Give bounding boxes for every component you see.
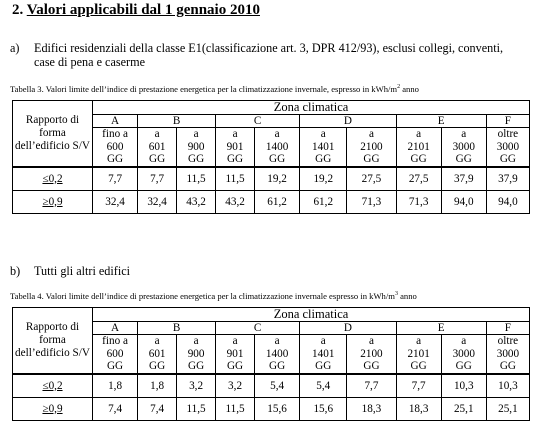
range-top: a xyxy=(461,335,467,348)
table4-zone-f: F xyxy=(486,321,529,335)
range-top: a xyxy=(232,335,238,348)
range-value: 901 xyxy=(226,347,244,360)
table4-cell: 10,3 xyxy=(441,374,486,398)
table4-range-cell xyxy=(138,335,177,374)
table3-zone-a: A xyxy=(93,114,138,128)
table3-range-cell xyxy=(347,128,396,167)
range-top: a xyxy=(274,128,280,141)
table3-zone-b: B xyxy=(138,114,216,128)
range-unit: GG xyxy=(499,360,516,373)
table3-row xyxy=(13,190,530,213)
intro-b-text: Tutti gli altri edifici xyxy=(34,264,131,278)
table3-cell: 61,2 xyxy=(300,190,347,213)
table3-zone-e: E xyxy=(396,114,486,128)
range-top: fino a xyxy=(102,335,128,348)
table3-range-cell xyxy=(396,128,441,167)
range-value: 901 xyxy=(226,140,244,153)
table3-cell: 7,7 xyxy=(93,167,138,191)
table3-cell: 37,9 xyxy=(486,167,529,191)
table3-cell: 32,4 xyxy=(138,190,177,213)
range-value: 600 xyxy=(106,140,124,153)
table4-caption xyxy=(10,291,546,301)
table3-zone-c: C xyxy=(216,114,300,128)
table3-range-cell xyxy=(255,128,300,167)
table3-cell: 37,9 xyxy=(441,167,486,191)
range-unit: GG xyxy=(226,360,244,373)
table3-cell: 19,2 xyxy=(255,167,300,191)
table4-cell: 15,6 xyxy=(255,397,300,420)
table3-cell: 61,2 xyxy=(255,190,300,213)
table3-cell: 7,7 xyxy=(138,167,177,191)
range-unit: GG xyxy=(149,360,166,373)
range-value: 3000 xyxy=(452,140,475,153)
table4-zone-d: D xyxy=(300,321,396,335)
table4-cell: 7,7 xyxy=(347,374,396,398)
table3-caption-sup: 2 xyxy=(397,84,401,91)
table4-cell: 11,5 xyxy=(216,397,255,420)
range-top: a xyxy=(154,335,160,348)
table3-cell: 11,5 xyxy=(216,167,255,191)
table3-zona-header: Zona climatica xyxy=(93,101,530,115)
table4-range-cell xyxy=(347,335,396,374)
range-value: 900 xyxy=(187,140,205,153)
range-top: oltre xyxy=(497,128,519,141)
range-unit: GG xyxy=(363,360,380,373)
table3-range-cell xyxy=(138,128,177,167)
table4-range-cell xyxy=(396,335,441,374)
table4-cell: 25,1 xyxy=(486,397,529,420)
table3-row-header: Rapporto di forma dell’edificio S/V xyxy=(13,101,93,167)
section-number: 2. xyxy=(12,2,24,18)
table4-row-label: ≤0,2 xyxy=(13,374,93,398)
range-top: a xyxy=(368,128,374,141)
range-unit: GG xyxy=(187,360,205,373)
table3-cell: 43,2 xyxy=(216,190,255,213)
table4-row xyxy=(13,397,530,420)
range-value: 601 xyxy=(148,140,166,153)
range-value: 1400 xyxy=(265,347,289,360)
table4-range-cell xyxy=(255,335,300,374)
table4-row xyxy=(13,374,530,398)
table4-cell: 5,4 xyxy=(255,374,300,398)
table4-range-cell xyxy=(216,335,255,374)
table3-range-cell xyxy=(93,128,138,167)
table4-cell: 5,4 xyxy=(300,374,347,398)
intro-a-line2: case di pena e caserme xyxy=(34,55,145,69)
range-top: oltre xyxy=(497,335,519,348)
range-value: 2100 xyxy=(360,347,383,360)
table4-cell: 18,3 xyxy=(396,397,441,420)
table4-cell: 1,8 xyxy=(138,374,177,398)
range-value: 1401 xyxy=(312,140,335,153)
range-value: 2100 xyxy=(360,140,383,153)
range-unit: GG xyxy=(187,153,205,166)
range-unit: GG xyxy=(269,360,286,373)
table3-range-cell xyxy=(177,128,216,167)
range-value: 600 xyxy=(106,347,124,360)
range-unit: GG xyxy=(106,153,124,166)
range-top: a xyxy=(461,128,467,141)
table3-caption-text: Tabella 3. Valori limite dell’indice di prestazione energetica per la climatizzazione invernale, espresso in kWh/m xyxy=(10,84,398,94)
range-top: a xyxy=(193,128,199,141)
range-value: 2101 xyxy=(407,347,430,360)
range-value: 1401 xyxy=(312,347,335,360)
range-unit: GG xyxy=(455,360,472,373)
table4-cell: 1,8 xyxy=(93,374,138,398)
range-top: a xyxy=(320,335,326,348)
table3-row-label: ≥0,9 xyxy=(13,190,93,213)
table4-cell: 3,2 xyxy=(216,374,255,398)
range-top: a xyxy=(274,335,280,348)
range-unit: GG xyxy=(499,153,516,166)
table4-range-cell xyxy=(93,335,138,374)
table4-cell: 11,5 xyxy=(177,397,216,420)
range-unit: GG xyxy=(410,153,427,166)
range-top: a xyxy=(193,335,199,348)
range-value: 2101 xyxy=(407,140,430,153)
range-unit: GG xyxy=(315,360,332,373)
table3-range-cell xyxy=(216,128,255,167)
table4-zone-e: E xyxy=(396,321,486,335)
range-unit: GG xyxy=(363,153,380,166)
range-unit: GG xyxy=(226,153,244,166)
table3-cell: 32,4 xyxy=(93,190,138,213)
table3-cell: 94,0 xyxy=(486,190,529,213)
table3-caption-end: anno xyxy=(400,84,419,94)
table3-cell: 94,0 xyxy=(441,190,486,213)
section-title-text: Valori applicabili dal 1 gennaio 2010 xyxy=(26,2,260,18)
range-top: a xyxy=(368,335,374,348)
range-value: 900 xyxy=(187,347,205,360)
table4-zona-header: Zona climatica xyxy=(93,308,530,322)
table3-zone-f: F xyxy=(486,114,529,128)
table3-cell: 19,2 xyxy=(300,167,347,191)
range-value: 601 xyxy=(148,347,166,360)
range-top: a xyxy=(232,128,238,141)
table3-cell: 11,5 xyxy=(177,167,216,191)
table3-range-cell xyxy=(486,128,529,167)
table4-zone-c: C xyxy=(216,321,300,335)
table3 xyxy=(12,100,530,214)
table4-cell: 7,4 xyxy=(138,397,177,420)
intro-a-letter: a) xyxy=(10,41,20,55)
range-top: a xyxy=(416,335,422,348)
table3-zone-d: D xyxy=(300,114,396,128)
table4 xyxy=(12,307,530,421)
table4-zone-a: A xyxy=(93,321,138,335)
range-unit: GG xyxy=(269,153,286,166)
section-title xyxy=(12,2,260,19)
table4-cell: 7,4 xyxy=(93,397,138,420)
table3-cell: 43,2 xyxy=(177,190,216,213)
range-top: a xyxy=(416,128,422,141)
range-value: 3000 xyxy=(496,140,520,153)
table3-range-cell xyxy=(300,128,347,167)
table3-caption xyxy=(10,84,546,94)
range-top: fino a xyxy=(102,128,128,141)
table4-cell: 10,3 xyxy=(486,374,529,398)
intro-b xyxy=(10,264,540,278)
range-unit: GG xyxy=(149,153,166,166)
table3-cell: 71,3 xyxy=(396,190,441,213)
table4-row-header: Rapporto di forma dell’edificio S/V xyxy=(13,308,93,374)
range-unit: GG xyxy=(455,153,472,166)
range-unit: GG xyxy=(315,153,332,166)
range-value: 3000 xyxy=(496,347,520,360)
table3-cell: 27,5 xyxy=(347,167,396,191)
table4-cell: 15,6 xyxy=(300,397,347,420)
table3-cell: 71,3 xyxy=(347,190,396,213)
table3-row-label: ≤0,2 xyxy=(13,167,93,191)
intro-b-letter: b) xyxy=(10,264,21,278)
table3-row xyxy=(13,167,530,191)
range-top: a xyxy=(154,128,160,141)
table4-range-cell xyxy=(300,335,347,374)
table4-range-cell xyxy=(486,335,529,374)
range-unit: GG xyxy=(410,360,427,373)
table4-cell: 3,2 xyxy=(177,374,216,398)
table4-cell: 7,7 xyxy=(396,374,441,398)
range-value: 3000 xyxy=(452,347,475,360)
table4-row-label: ≥0,9 xyxy=(13,397,93,420)
range-value: 1400 xyxy=(265,140,289,153)
table3-range-cell xyxy=(441,128,486,167)
intro-a xyxy=(10,41,540,69)
table4-range-cell xyxy=(441,335,486,374)
table3-cell: 27,5 xyxy=(396,167,441,191)
table4-caption-end: anno xyxy=(397,291,417,301)
table4-caption-text: Tabella 4. Valori limite dell’indice di prestazione energetica per la climatizzazione invernale espresso in kWh/m xyxy=(10,291,395,301)
range-unit: GG xyxy=(106,360,124,373)
table4-cell: 18,3 xyxy=(347,397,396,420)
intro-a-line1: Edifici residenziali della classe E1(classificazione art. 3, DPR 412/93), esclusi collegi, conventi, xyxy=(34,41,504,55)
table4-range-cell xyxy=(177,335,216,374)
table4-zone-b: B xyxy=(138,321,216,335)
range-top: a xyxy=(320,128,326,141)
table4-caption-sup: 3 xyxy=(394,291,398,298)
table4-cell: 25,1 xyxy=(441,397,486,420)
